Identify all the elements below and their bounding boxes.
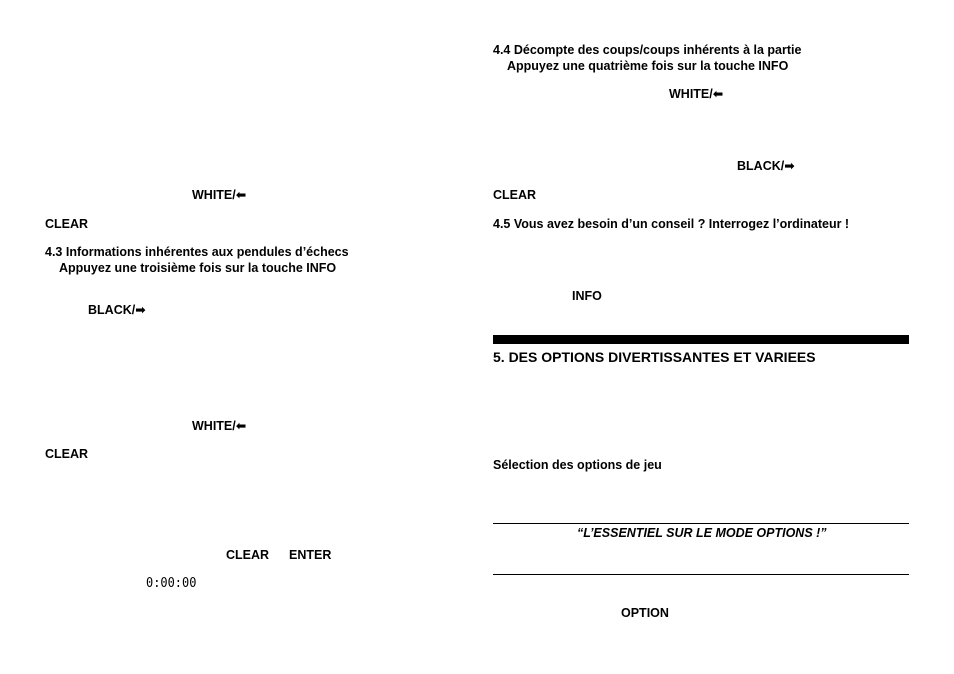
section-4-4-title: 4.4 Décompte des coups/coups inhérents à la partie [493, 43, 802, 57]
info-key-label: INFO [572, 289, 602, 303]
section-4-3-instruction: Appuyez une troisième fois sur la touche INFO [59, 261, 337, 275]
box-bottom-rule [493, 574, 909, 575]
chapter-divider-bar [493, 335, 909, 344]
black-key-label: BLACK/➡ [737, 159, 795, 173]
option-key-label: OPTION [621, 606, 669, 620]
clear-key-label: CLEAR [493, 188, 537, 202]
clear-key-label: CLEAR [45, 217, 89, 231]
white-key-label: WHITE/⬅ [192, 419, 247, 433]
essentials-box-title: “L’ESSENTIEL SUR LE MODE OPTIONS !” [577, 526, 827, 540]
white-key-label: WHITE/⬅ [192, 188, 247, 202]
black-key-label: BLACK/➡ [88, 303, 146, 317]
options-selection-heading: Sélection des options de jeu [493, 458, 662, 472]
box-top-rule [493, 523, 909, 524]
clear-key-label: CLEAR [45, 447, 89, 461]
white-key-label: WHITE/⬅ [669, 87, 724, 101]
clear-key-label: CLEAR [226, 548, 270, 562]
section-4-3-title: 4.3 Informations inhérentes aux pendules d’échecs [45, 245, 349, 259]
chapter-5-title: 5. DES OPTIONS DIVERTISSANTES ET VARIEES [493, 349, 816, 365]
lcd-clock-display: 0:00:00 [146, 576, 197, 591]
enter-key-label: ENTER [289, 548, 332, 562]
section-4-4-instruction: Appuyez une quatrième fois sur la touche INFO [507, 59, 789, 73]
section-4-5-title: 4.5 Vous avez besoin d’un conseil ? Interrogez l’ordinateur ! [493, 217, 850, 231]
